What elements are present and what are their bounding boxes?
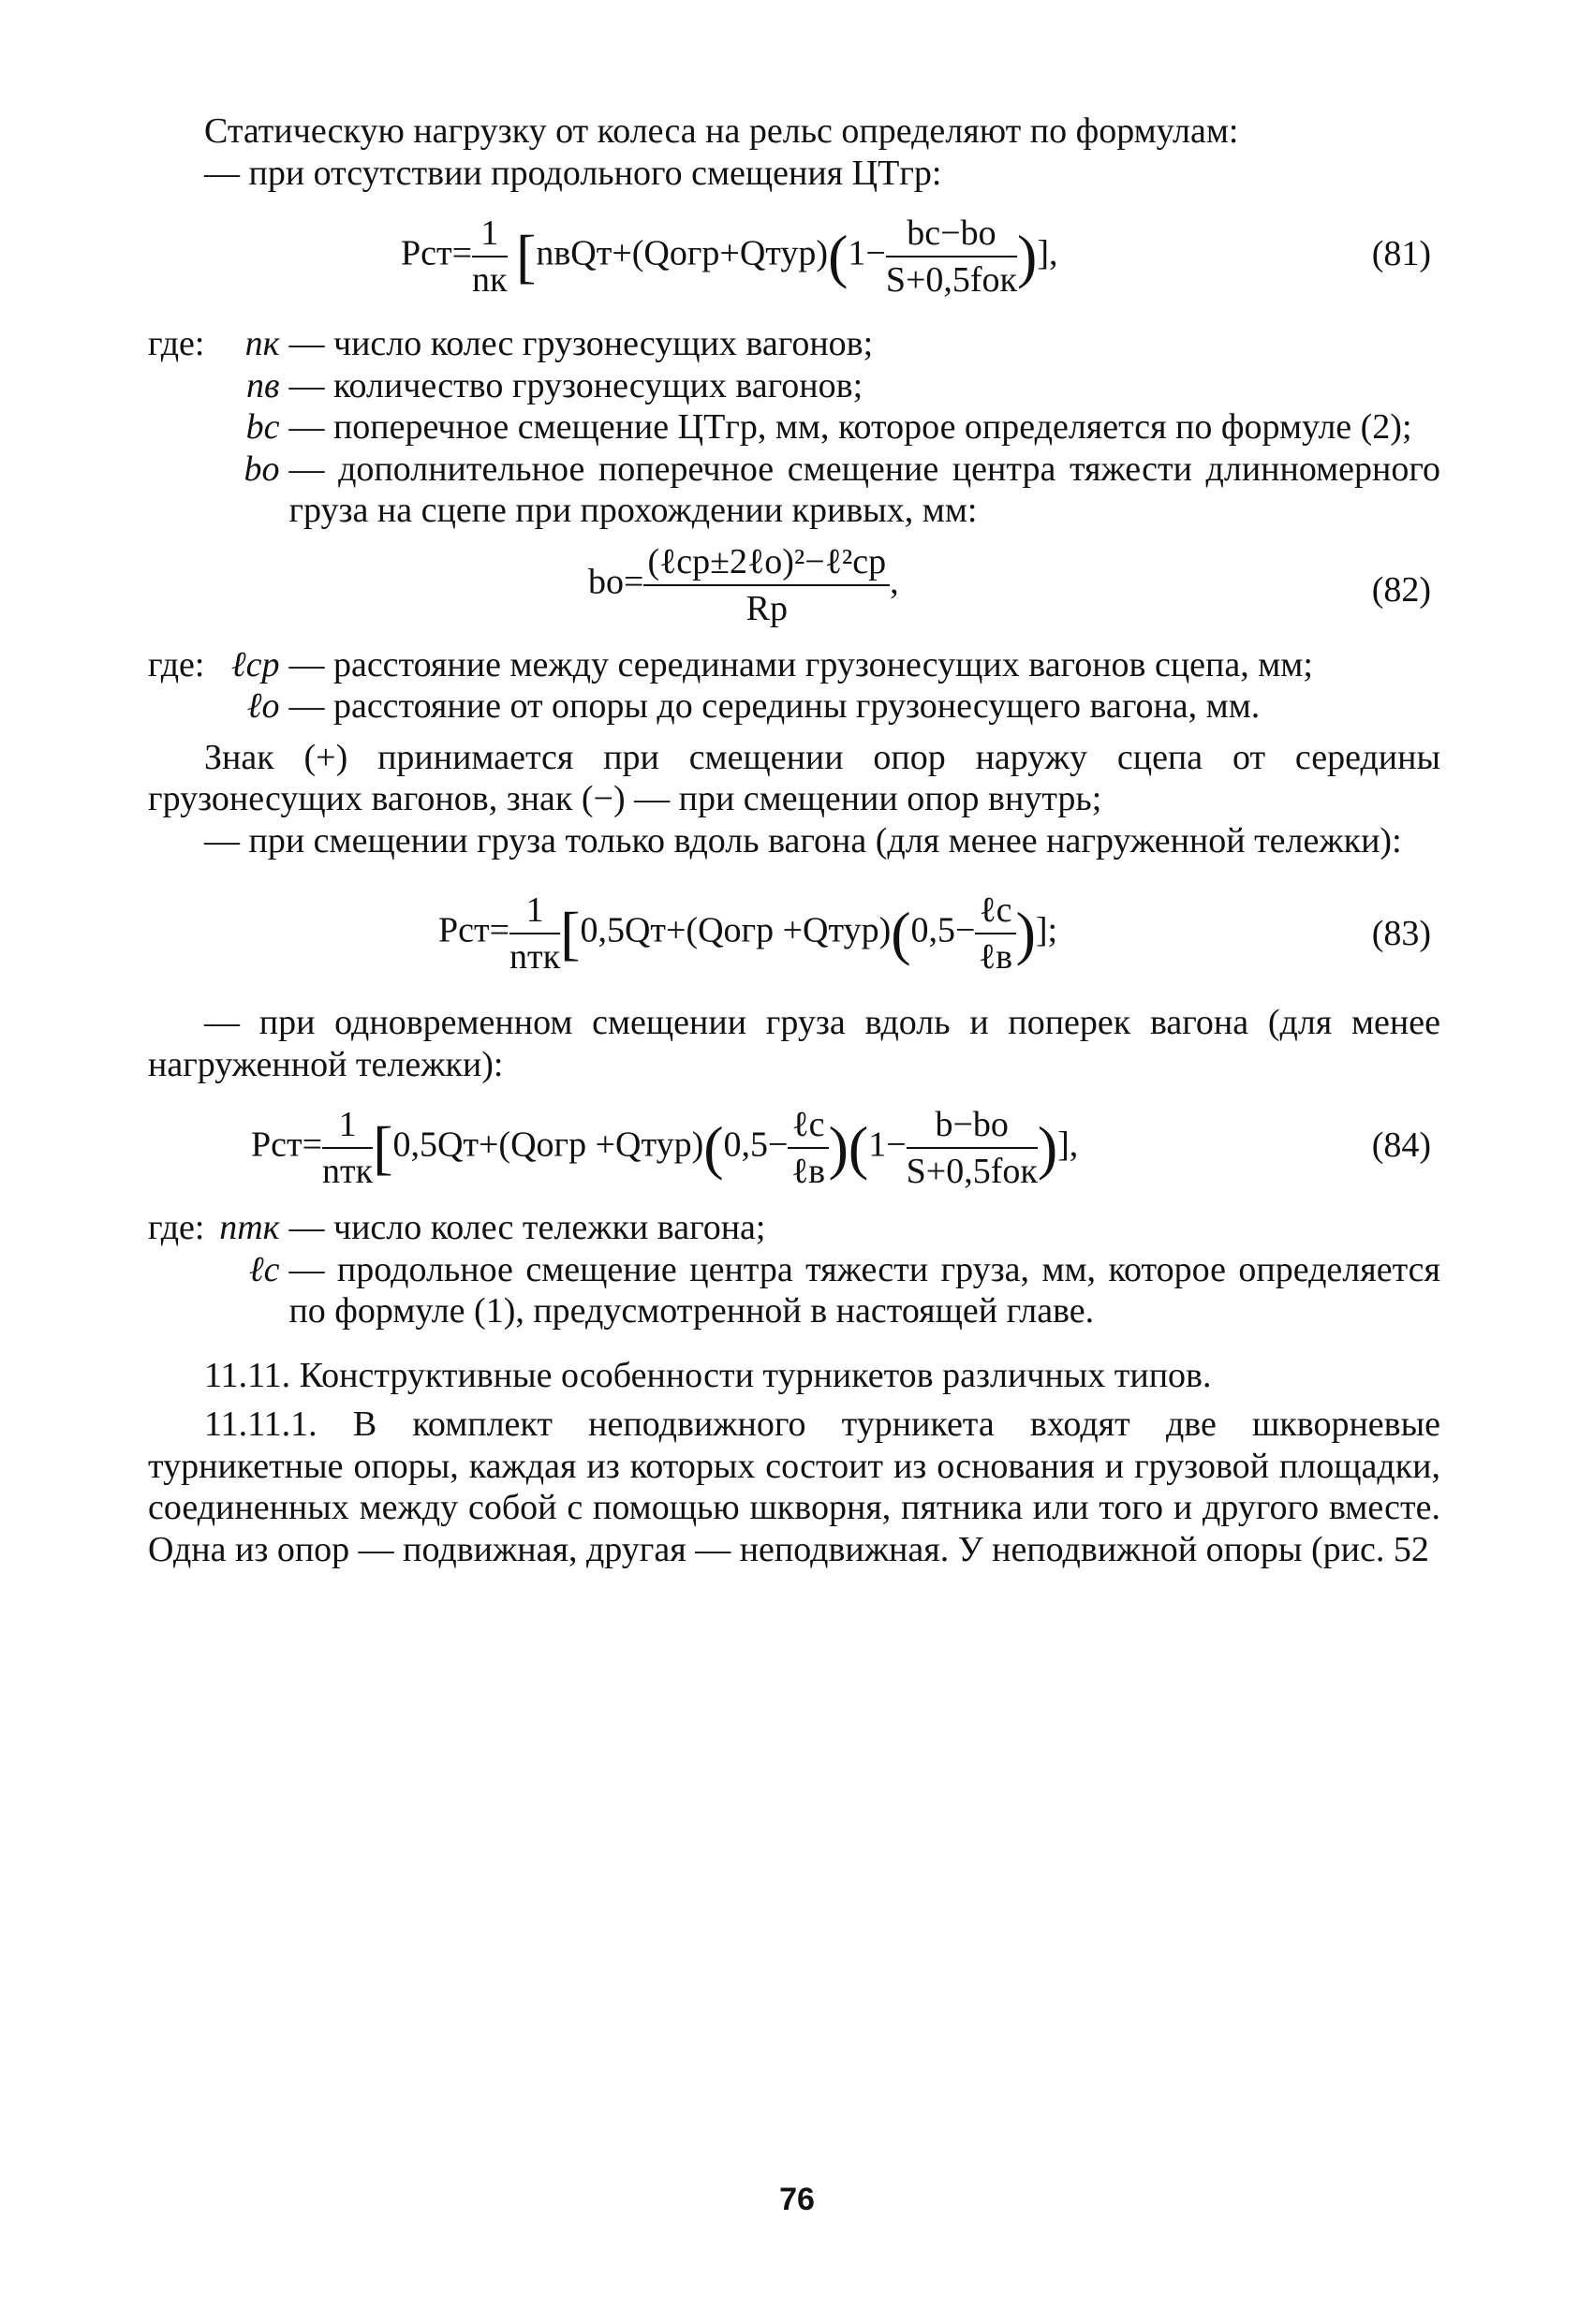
case-no-longitudinal-shift: — при отсутствии продольного смещения ЦТгр: [204,153,942,193]
intro-paragraph: Статическую нагрузку от колеса на рельс определяют по формулам: [204,111,1239,151]
section-11-11-heading: 11.11. Конструктивные особенности турникетов различных типов. [204,1355,1212,1395]
def-sym: ℓср [230,644,280,684]
formula-81-one-minus: 1− [848,233,886,273]
definitions-82 [148,644,1440,728]
formula-83-lhs: Pст= [438,910,510,950]
def-sym: bо [244,449,280,489]
sign-paragraph: Знак (+) принимается при смещении опор наружу сцепа от середины грузонесущих вагонов, знак (−) — при смещении опор внутрь; [148,737,1440,818]
formula-83-one: 1 [509,890,560,934]
formula-84-tail: ], [1057,1125,1079,1165]
formula-84-body: 0,5Qт+(Qогр +Qтур) [392,1125,704,1165]
formula-82-lhs: bо= [588,562,644,602]
formula-84-one-minus: 1− [868,1125,907,1165]
formula-84-part: 0,5− [723,1125,789,1165]
formula-83-label: (83) [1371,914,1431,953]
def-sym: nк [244,324,280,363]
formula-81-body: nвQт+(Qогр+Qтур) [536,233,829,273]
formula-83-numerator: ℓс [975,890,1015,934]
formula-82-tail: , [890,562,899,602]
def-text: — дополнительное поперечное смещение центра тяжести длинномерного груза на сцепе при прохождении кривых, мм: [288,449,1440,530]
def-sym: nв [245,365,280,405]
formula-82-denominator: Rр [745,588,788,628]
formula-82 [148,532,1440,644]
def-text: — число колес грузонесущих вагонов; [288,324,874,363]
def-text: — количество грузонесущих вагонов; [288,365,863,405]
formula-81-nk: nк [472,260,508,300]
formula-83-part: 0,5− [910,910,976,950]
formula-82-numerator: (ℓср±2ℓо)²−ℓ²ср [643,541,890,586]
formula-83-tail: ]; [1035,910,1058,950]
formula-82-label: (82) [1371,569,1431,610]
formula-81-one: 1 [472,213,507,257]
def-text: — расстояние от опоры до середины грузонесущего вагона, мм. [288,686,1261,726]
formula-84-denominator-2: S+0,5fок [906,1152,1038,1191]
formula-84-den: nтк [322,1152,374,1191]
formula-81-lhs: Pст= [401,233,473,273]
formula-81-label: (81) [1371,234,1431,273]
def-where [148,406,204,449]
def-where: где: [148,644,205,684]
definitions-81 [148,323,1440,532]
formula-83-denominator: ℓв [978,937,1013,977]
formula-84-lhs: Pст= [251,1125,323,1165]
formula-81-numerator: bс−bо [886,213,1017,257]
formula-84-one: 1 [322,1104,373,1149]
def-text: — расстояние между серединами грузонесущих вагонов сцепа, мм; [288,644,1313,684]
definitions-84 [148,1207,1440,1332]
formula-83: Pст= $\frac{1}{\text{nтк}}$ [0,5Qт+(Qогр +Qтур)(0,5− $\frac{\text{ℓс}}{\text{ℓв}}$ )]; (83) [438,890,1431,977]
def-where [148,365,204,407]
case-longitudinal-shift: — при смещении груза только вдоль вагона (для менее нагруженной тележки): [204,820,1402,860]
formula-83-body: 0,5Qт+(Qогр +Qтур) [580,910,892,950]
def-where [148,1249,204,1332]
case-both-shifts: — при одновременном смещении груза вдоль и поперек вагона (для менее нагруженной тележки): [148,1003,1440,1084]
formula-84-label: (84) [1371,1125,1431,1165]
def-sym: nтк [219,1208,280,1247]
formula-84: Pст= $\frac{1}{\text{nтк}}$ [0,5Qт+(Qогр +Qтур)(0,5− $\frac{\text{ℓс}}{\text{ℓв}}$ )(1− $\frac{b-bо}{\text{S+0,5fок}}$ )], (84) [251,1105,1431,1191]
page-number: 76 [779,2182,815,2217]
formula-84-denominator: ℓв [790,1152,826,1191]
formula-81: Pст= $\frac{1}{nк}$ [nвQт+(Qогр+Qтур)(1− $\frac{bс-bо}{\text{S+0,5fок}}$ )], (81) [401,213,1431,300]
def-text: — продольное смещение центра тяжести груза, мм, которое определяется по формуле (1), предусмотренной в настоящей главе. [288,1249,1440,1331]
page-content [148,110,1440,1570]
def-text: — поперечное смещение ЦТгр, мм, которое определяется по формуле (2); [288,407,1412,447]
formula-81-denominator: S+0,5fок [885,260,1018,300]
def-text: — число колес тележки вагона; [288,1208,766,1247]
def-sym: ℓс [248,1249,280,1289]
def-where: где: [148,1208,205,1247]
formula-84-numerator: ℓс [788,1104,828,1149]
formula-81-tail: ], [1037,233,1058,273]
def-where [148,685,204,728]
formula-84-numerator-2: b−bо [907,1104,1038,1149]
section-11-11-1-paragraph: 11.11.1. В комплект неподвижного турникета входят две шкворневые турникетные опоры, каждая из которых состоит из основания и грузовой площадки, соединенных между собой с помощью шкворня, пятника или того и другого вместе. Одна из опор — подвижная, другая — неподвижная. У неподвижной опоры (рис. 52 [148,1405,1440,1569]
def-sym: bс [245,407,280,447]
def-sym: ℓо [246,686,280,726]
def-where [148,449,204,532]
formula-83-den: nтк [509,937,561,977]
def-where: где: [148,324,205,363]
